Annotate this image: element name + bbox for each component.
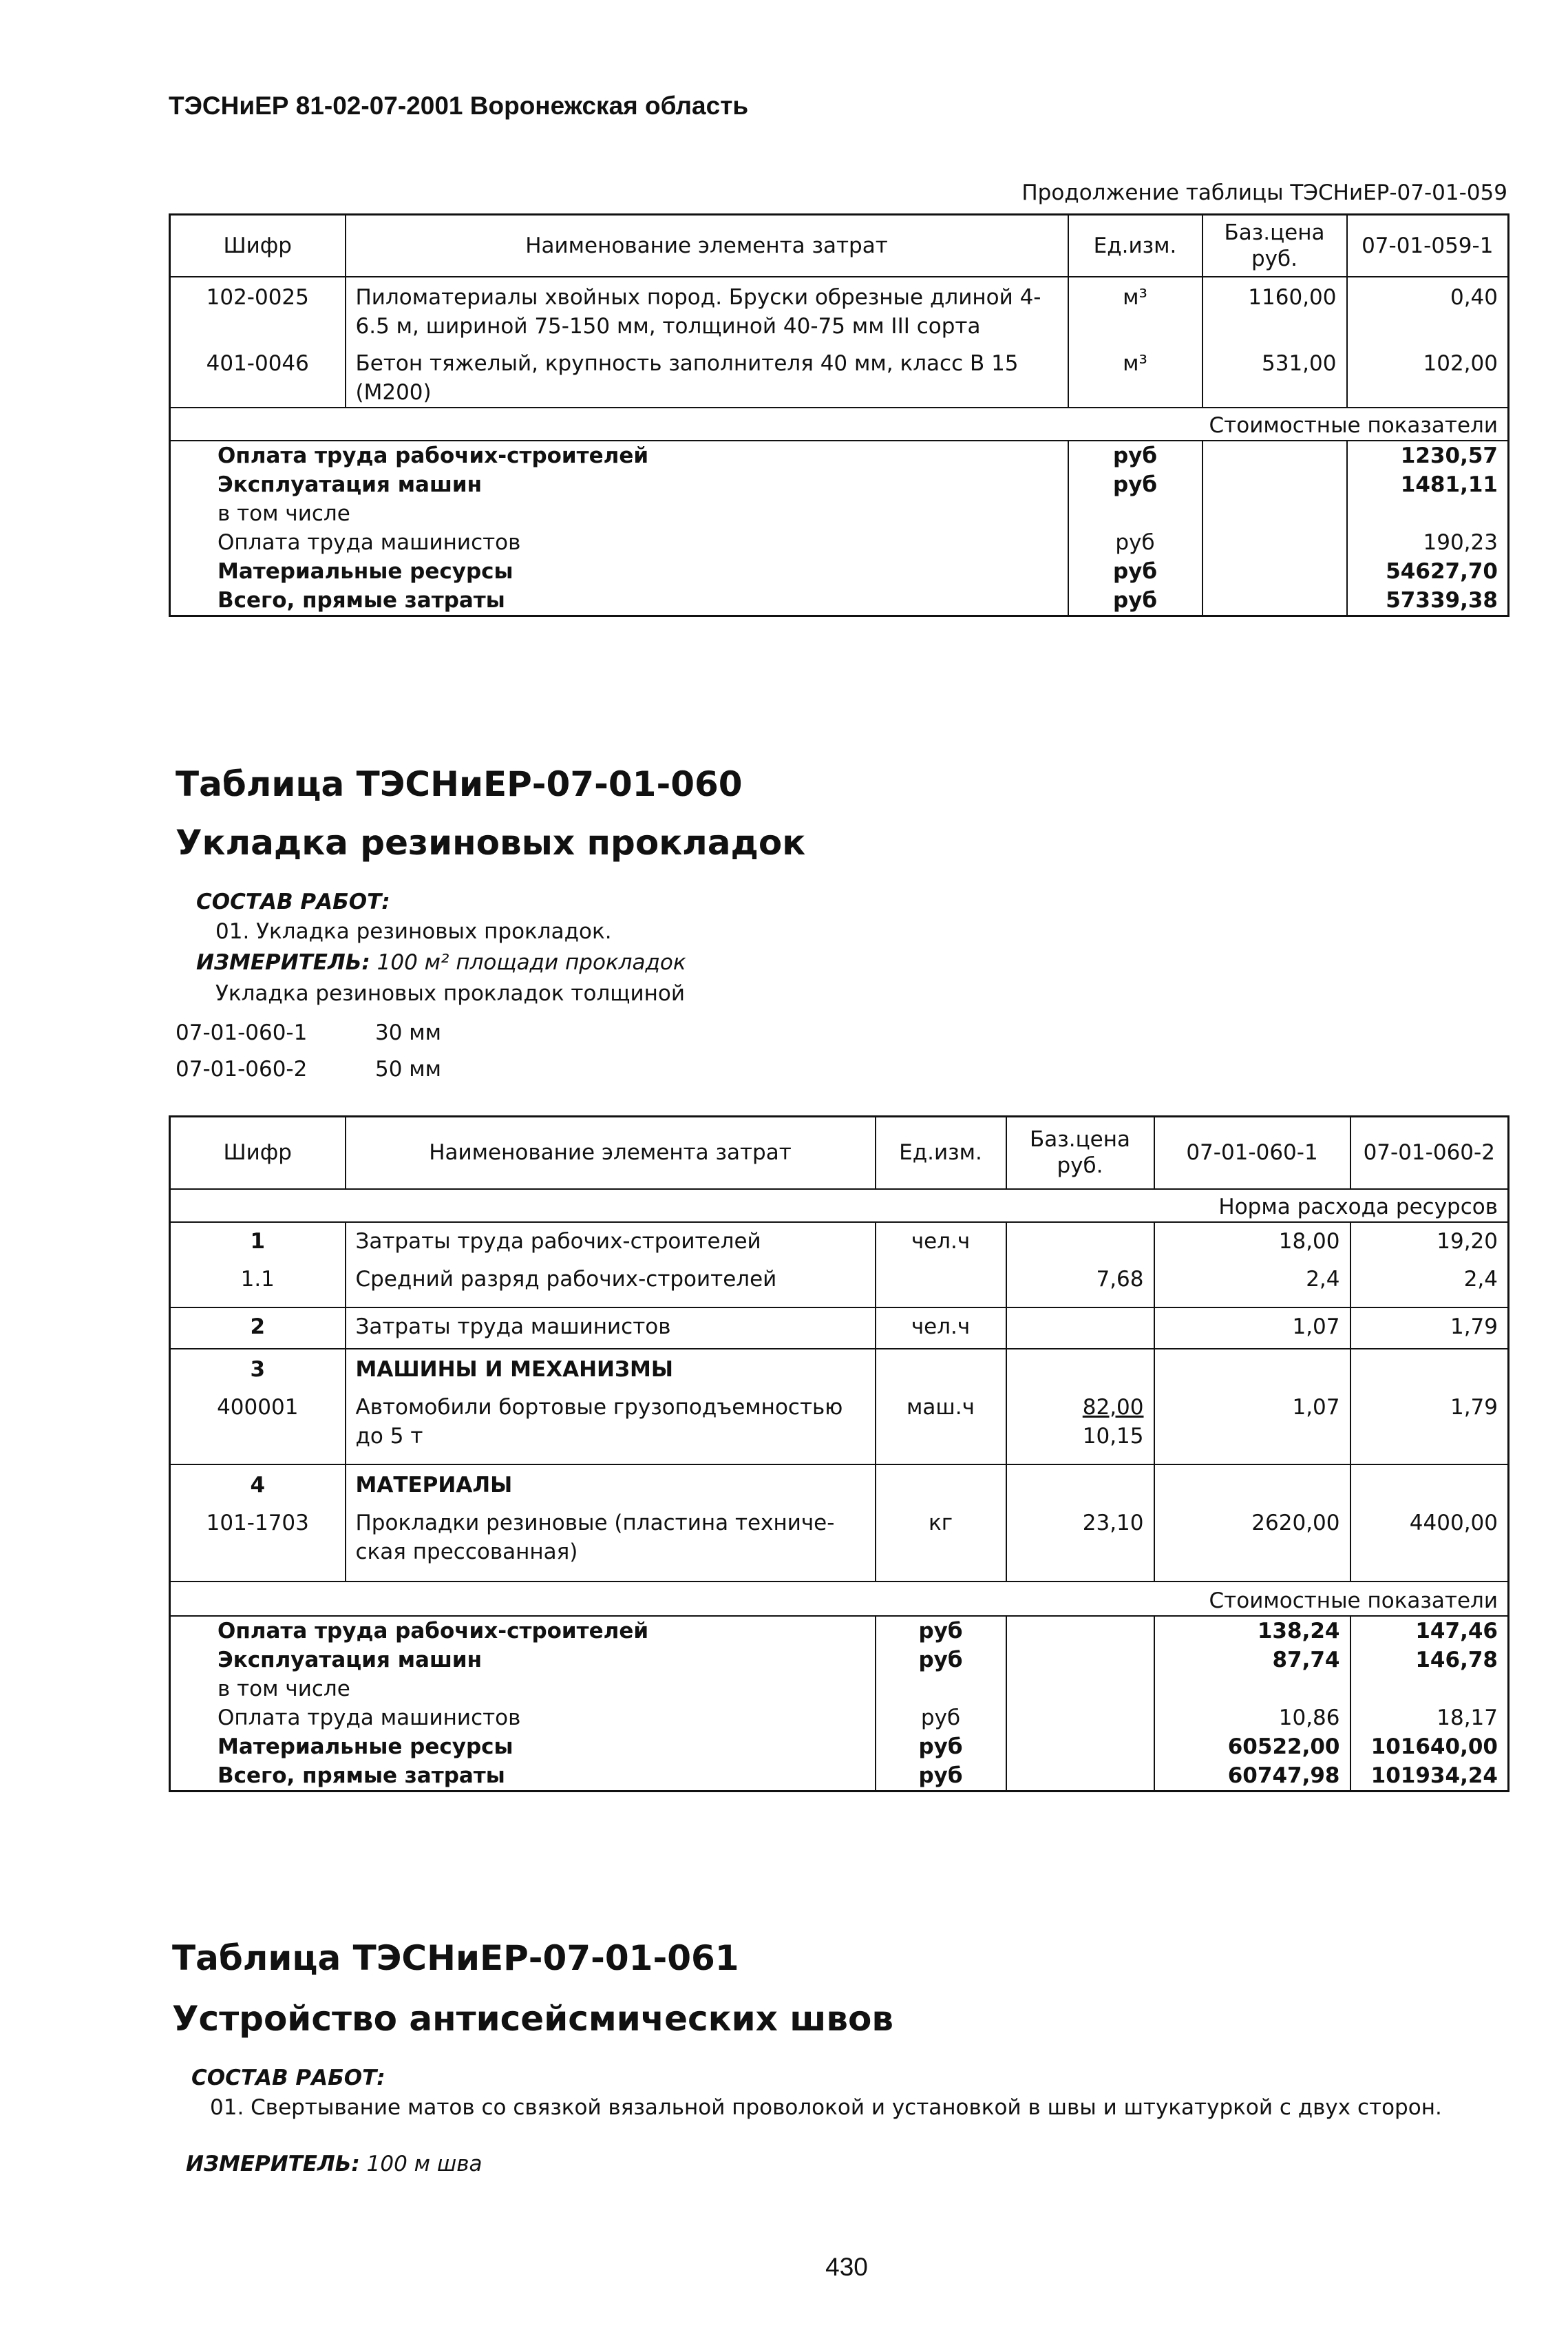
variant-value: 30 мм (375, 1020, 442, 1045)
cost-row: Оплата труда рабочих-строителей руб 1230,57 (170, 441, 1509, 470)
norm-header: Норма расхода ресурсов (170, 1189, 1509, 1222)
variant-code: 07-01-060-1 (176, 1020, 308, 1045)
col-header-code: Шифр (170, 1117, 346, 1189)
col-header-c1: 07-01-059-1 (1347, 215, 1509, 277)
izmeritel-line (196, 950, 686, 975)
sostav-label: СОСТАВ РАБОТ: (191, 2066, 385, 2090)
sostav-item: 01. Укладка резиновых прокладок. (215, 919, 612, 944)
cost-header: Стоимостные показатели (170, 1582, 1509, 1616)
sostav-label: СОСТАВ РАБОТ: (196, 890, 390, 914)
cost-row: Всего, прямые затраты руб 57339,38 (170, 586, 1509, 616)
table-row: 1.1 Средний разряд рабочих-строителей 7,68 2,4 2,4 (170, 1265, 1509, 1307)
cost-header: Стоимостные показатели (170, 408, 1509, 441)
sostav-item: 01. Свертывание матов со связкой вязальной проволокой и установкой в швы и штукатуркой с двух сторон. (210, 2095, 1442, 2120)
table-row: 401-0046 Бетон тяжелый, крупность заполнителя 40 мм, класс В 15 (М200) м³ 531,00 102,00 (170, 341, 1509, 408)
cost-row: Эксплуатация машин руб 1481,11 (170, 470, 1509, 499)
cost-row: Всего, прямые затраты руб 60747,98 101934,24 (170, 1761, 1509, 1792)
table-row: 1 Затраты труда рабочих-строителей чел.ч 18,00 19,20 (170, 1222, 1509, 1265)
table-row: 3 МАШИНЫ И МЕХАНИЗМЫ (170, 1349, 1509, 1389)
cost-row: Оплата труда рабочих-строителей руб 138,24 147,46 (170, 1616, 1509, 1646)
table-row: 102-0025 Пиломатериалы хвойных пород. Бруски обрезные длиной 4-6.5 м, шириной 75-150 мм, толщиной 40-75 мм III сорта м³ 1160,00 0,40 (170, 277, 1509, 341)
document-header: ТЭСНиЕР 81-02-07-2001 Воронежская область (169, 92, 749, 120)
page-number: 430 (825, 2253, 868, 2281)
izmeritel-line (186, 2152, 483, 2176)
table-row: 101-1703 Прокладки резиновые (пластина техниче-ская прессованная) кг 23,10 2620,00 4400,00 (170, 1506, 1509, 1582)
cost-row: Оплата труда машинистов руб 190,23 (170, 528, 1509, 557)
section-subtitle: Укладка резиновых прокладок (176, 823, 806, 863)
col-header-price: Баз.цена руб. (1203, 215, 1347, 277)
variant-code: 07-01-060-2 (176, 1057, 308, 1082)
col-header-code: Шифр (170, 215, 346, 277)
izmeritel-value: 100 м шва (366, 2152, 483, 2176)
table-07-01-060 (169, 1115, 1509, 1792)
price-machine: 82,00 (1082, 1394, 1144, 1420)
col-header-name: Наименование элемента затрат (346, 1117, 876, 1189)
izmeritel-value: 100 м² площади прокладок (377, 950, 686, 975)
table-row: 2 Затраты труда машинистов чел.ч 1,07 1,79 (170, 1307, 1509, 1349)
col-header-unit: Ед.изм. (1068, 215, 1203, 277)
col-header-unit: Ед.изм. (876, 1117, 1006, 1189)
cost-row: Эксплуатация машин руб 87,74 146,78 (170, 1646, 1509, 1674)
variant-intro: Укладка резиновых прокладок толщиной (215, 981, 685, 1006)
cost-row: в том числе (170, 499, 1509, 528)
col-header-c1: 07-01-060-1 (1154, 1117, 1350, 1189)
cost-row: Материальные ресурсы руб 54627,70 (170, 557, 1509, 586)
price-machinist: 10,15 (1082, 1423, 1144, 1449)
cost-row: Материальные ресурсы руб 60522,00 101640,00 (170, 1732, 1509, 1761)
table-07-01-059 (169, 213, 1509, 617)
cost-row: Оплата труда машинистов руб 10,86 18,17 (170, 1703, 1509, 1732)
table-row: 4 МАТЕРИАЛЫ (170, 1464, 1509, 1506)
variant-value: 50 мм (375, 1057, 442, 1082)
table-continuation-label: Продолжение таблицы ТЭСНиЕР-07-01-059 (1021, 180, 1507, 205)
izmeritel-label: ИЗМЕРИТЕЛЬ: (186, 2152, 360, 2176)
col-header-name: Наименование элемента затрат (346, 215, 1068, 277)
col-header-c2: 07-01-060-2 (1350, 1117, 1509, 1189)
section-subtitle: Устройство антисейсмических швов (172, 1999, 894, 2039)
col-header-price: Баз.цена руб. (1006, 1117, 1154, 1189)
cost-row: в том числе (170, 1674, 1509, 1703)
izmeritel-label: ИЗМЕРИТЕЛЬ: (196, 950, 370, 975)
section-title: Таблица ТЭСНиЕР-07-01-061 (172, 1938, 739, 1978)
section-title: Таблица ТЭСНиЕР-07-01-060 (176, 764, 743, 804)
table-row: 400001 Автомобили бортовые грузоподъемностью до 5 т маш.ч 82,00 10,15 1,07 1,79 (170, 1389, 1509, 1464)
